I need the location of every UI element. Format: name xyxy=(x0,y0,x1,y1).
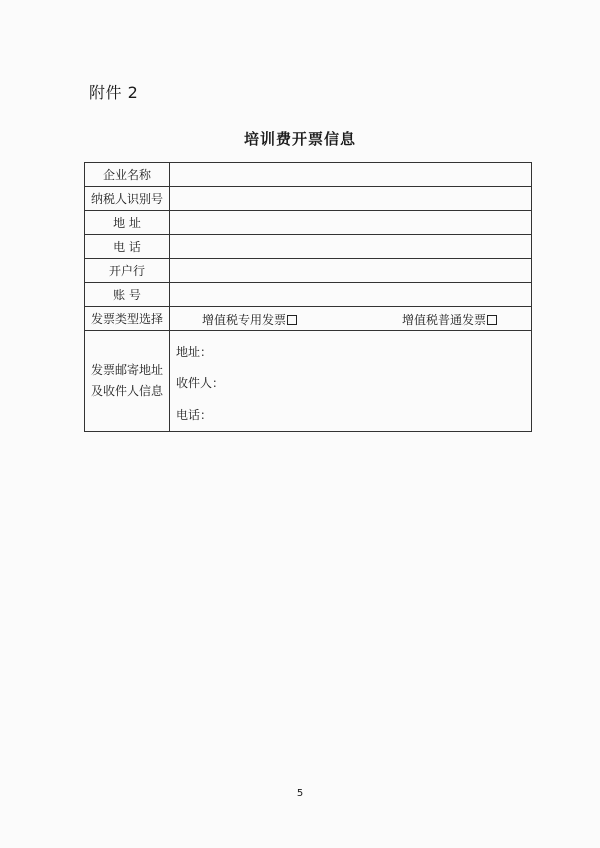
taxpayer-id-label: 纳税人识别号 xyxy=(85,187,170,211)
table-row xyxy=(85,331,532,432)
invoice-info-table xyxy=(84,162,532,432)
page-number: 5 xyxy=(296,788,304,799)
attachment-label: 附件 2 xyxy=(89,83,139,102)
invoice-type-label: 发票类型选择 xyxy=(85,307,170,331)
table-row xyxy=(85,211,532,235)
address-field[interactable] xyxy=(170,211,532,235)
company-name-label: 企业名称 xyxy=(85,163,170,187)
phone-field[interactable] xyxy=(170,235,532,259)
table-row xyxy=(85,187,532,211)
table-row xyxy=(85,259,532,283)
mailing-label-line2: 及收件人信息 xyxy=(90,384,163,398)
mailing-phone-label: 电话： xyxy=(176,408,213,422)
mailing-info-label xyxy=(85,331,170,432)
address-label: 地 址 xyxy=(85,211,170,235)
bank-label: 开户行 xyxy=(85,259,170,283)
company-name-field[interactable] xyxy=(170,163,532,187)
mailing-recipient-label: 收件人： xyxy=(176,376,225,390)
normal-invoice-label: 增值税普通发票 xyxy=(402,313,487,327)
table-row xyxy=(85,235,532,259)
normal-invoice-option[interactable] xyxy=(402,311,497,328)
mailing-info-cell[interactable] xyxy=(170,331,532,432)
mailing-label-line1: 发票邮寄地址 xyxy=(90,363,163,377)
bank-field[interactable] xyxy=(170,259,532,283)
phone-label: 电 话 xyxy=(85,235,170,259)
account-field[interactable] xyxy=(170,283,532,307)
normal-invoice-checkbox[interactable] xyxy=(487,315,497,325)
invoice-type-cell xyxy=(170,307,532,331)
account-label: 账 号 xyxy=(85,283,170,307)
table-row xyxy=(85,283,532,307)
mailing-address-label: 地址： xyxy=(176,345,213,359)
special-invoice-option[interactable] xyxy=(202,311,297,328)
special-invoice-label: 增值税专用发票 xyxy=(202,313,287,327)
table-row xyxy=(85,163,532,187)
document-title: 培训费开票信息 xyxy=(243,130,356,148)
taxpayer-id-field[interactable] xyxy=(170,187,532,211)
special-invoice-checkbox[interactable] xyxy=(287,315,297,325)
table-row xyxy=(85,307,532,331)
